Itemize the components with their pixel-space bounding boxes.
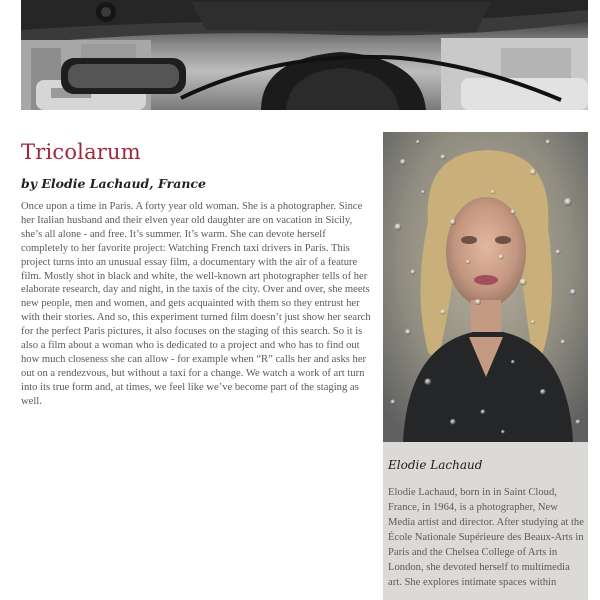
author-bio: Elodie Lachaud, born in in Saint Cloud, France, in 1964, is a photographer, New Media artist and director. After studying at the École Nationale Supérieure des Beaux-Arts in Paris and the Chelsea College of Arts in London, she devoted herself to multimedia art. She explores intimate spaces within xyxy=(388,487,584,588)
author-name: Elodie Lachaud xyxy=(388,458,483,472)
article-title: Tricolarum xyxy=(21,140,141,164)
woman-behind-rainy-glass-photo-icon xyxy=(383,132,588,442)
article-body: Once upon a time in Paris. A forty year old woman. She is a photographer. Since her Italian husband and their elven year old daughter are on vacation in Sicily, she’s all alone - and free. It’s summer. It’s warm. She can devote herself completely to her favorite project: Watching French taxi drivers in Paris. This project turns into an unusual essay film, a documentary with the air of a feature film. Mostly shot in black and white, the well-known art photographer tells of her elaborate research, day and night, in the taxis of the city. Over and over, she meets new people, men and women, and gets acquainted with them so they entrust her with their stories. And so, this experiment turned film doesn’t just show her search for the perfect Paris pictures, it also focuses on the staging of this search. So it is also a film about a woman who is dedicated to a project and who has to find out how much closeness she can allow - for example when “R” calls her and asks her out on a rendezvous, but without a taxi for a change. We watch a work of art turn into its true form and, at times, we feel like we’ve become part of the staging as well. xyxy=(21,201,371,407)
car-interior-photo-icon xyxy=(21,0,588,110)
header-image xyxy=(21,0,588,110)
article-byline: by Elodie Lachaud, France xyxy=(21,176,206,191)
author-portrait xyxy=(383,132,588,442)
author-sidebar xyxy=(383,132,588,600)
